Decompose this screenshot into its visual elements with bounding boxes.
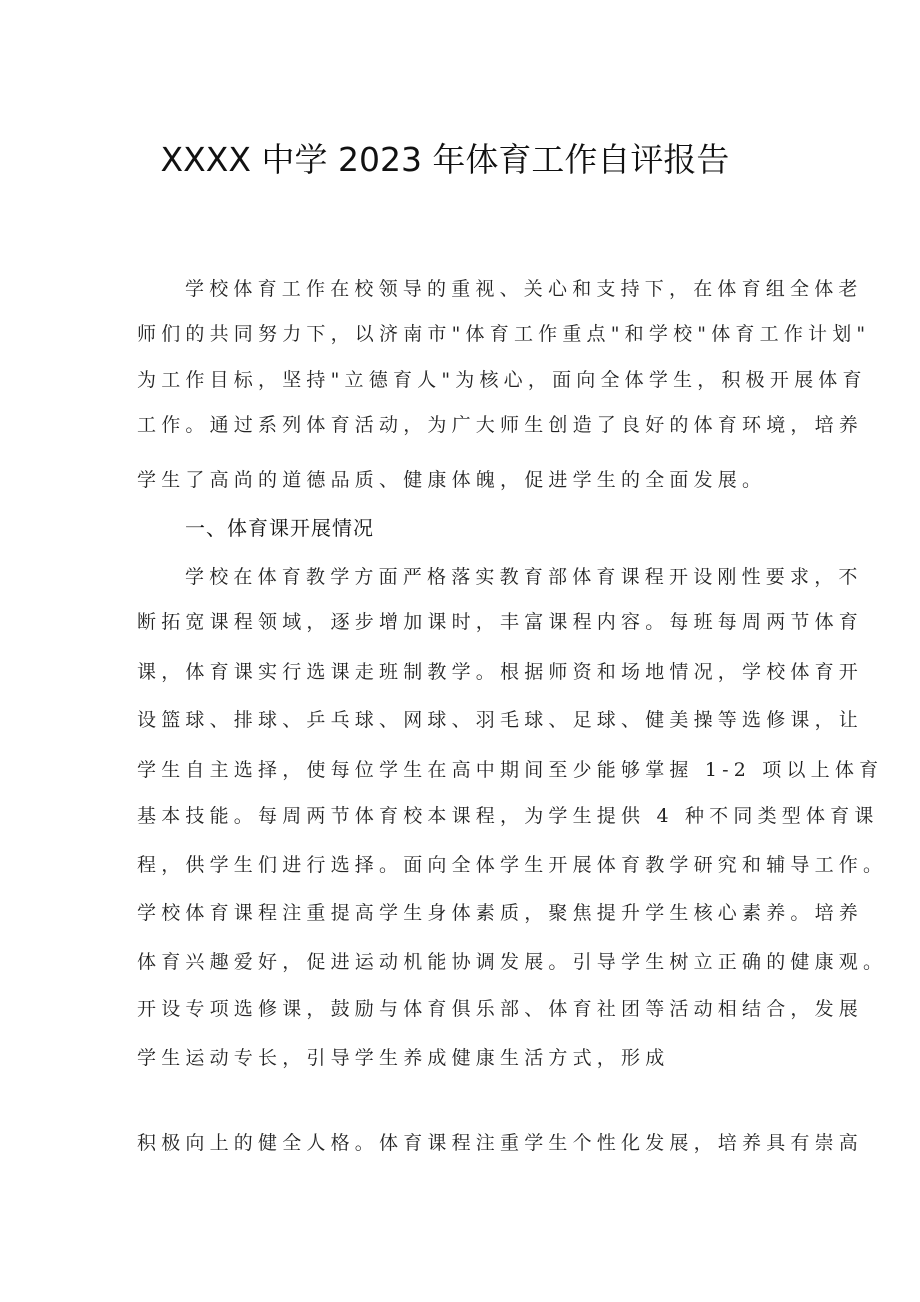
section-paragraph-line: 程，供学生们进行选择。面向全体学生开展体育教学研究和辅导工作。: [137, 854, 888, 876]
intro-paragraph-line: 学校体育工作在校领导的重视、关心和支持下，在体育组全体老: [185, 278, 863, 300]
section-paragraph-line: 课，体育课实行选课走班制教学。根据师资和场地情况，学校体育开: [137, 661, 864, 683]
intro-paragraph-line: 学生了高尚的道德品质、健康体魄，促进学生的全面发展。: [137, 469, 767, 491]
document-title: XXXX 中学 2023 年体育工作自评报告: [160, 140, 730, 179]
intro-paragraph-line: 工作。通过系列体育活动，为广大师生创造了良好的体育环境，培养: [137, 414, 864, 436]
intro-paragraph-line: 师们的共同努力下，以济南市"体育工作重点"和学校"体育工作计划": [137, 323, 871, 345]
section-paragraph-line: 学生自主选择，使每位学生在高中期间至少能够掌握 1-2 项以上体育: [137, 759, 884, 781]
intro-paragraph-line: 为工作目标，坚持"立德育人"为核心，面向全体学生，积极开展体育: [137, 369, 867, 391]
section-paragraph-line: 体育兴趣爱好，促进运动机能协调发展。引导学生树立正确的健康观。: [137, 951, 888, 973]
section-paragraph-line: 断拓宽课程领域，逐步增加课时，丰富课程内容。每班每周两节体育: [137, 611, 864, 633]
section-paragraph-line: 基本技能。每周两节体育校本课程，为学生提供 4 种不同类型体育课: [137, 805, 879, 827]
section-heading: 一、体育课开展情况: [185, 516, 374, 540]
section-paragraph-line: 学校在体育教学方面严格落实教育部体育课程开设刚性要求，不: [185, 566, 863, 588]
section-paragraph-line: 学生运动专长，引导学生养成健康生活方式，形成: [137, 1047, 670, 1069]
section-paragraph-line: 学校体育课程注重提高学生身体素质，聚焦提升学生核心素养。培养: [137, 902, 864, 924]
section-paragraph-line: 设篮球、排球、乒乓球、网球、羽毛球、足球、健美操等选修课，让: [137, 709, 864, 731]
section-paragraph-line: 开设专项选修课，鼓励与体育俱乐部、体育社团等活动相结合，发展: [137, 998, 864, 1020]
continuation-line: 积极向上的健全人格。体育课程注重学生个性化发展，培养具有崇高: [137, 1132, 864, 1154]
